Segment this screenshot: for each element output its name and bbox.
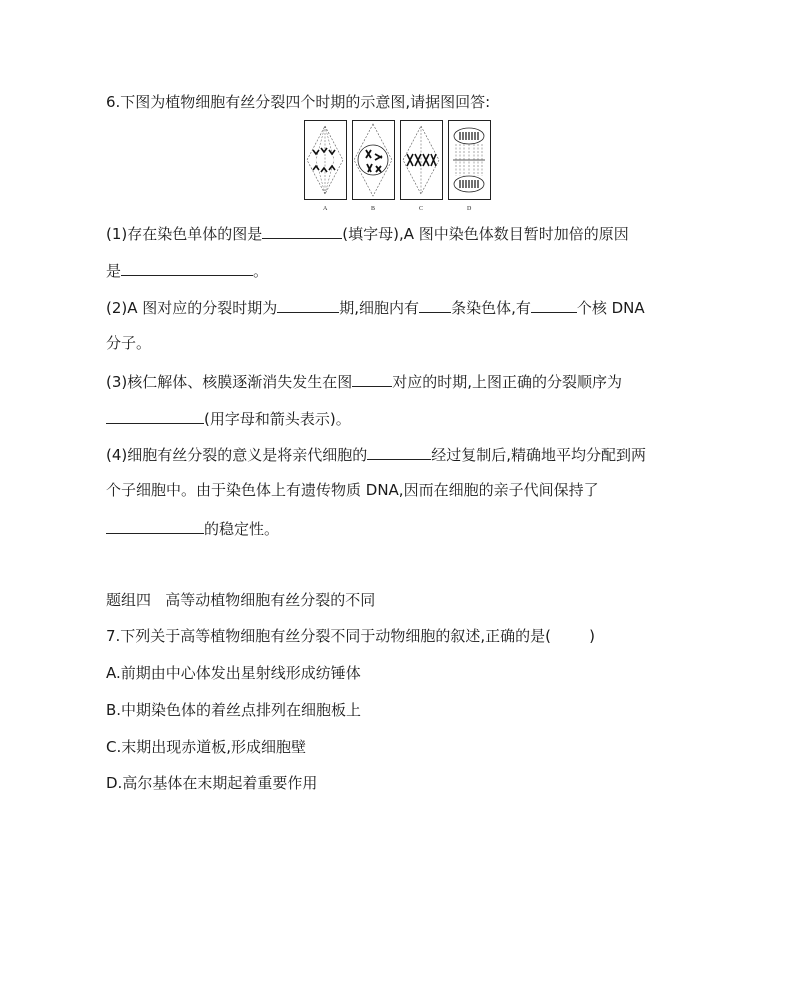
q6-part4-text-d: 的稳定性。 <box>204 520 280 538</box>
q6-part4-line1 <box>106 443 646 465</box>
q7-option-c[interactable]: C.末期出现赤道板,形成细胞壁 <box>106 738 307 756</box>
q7-option-a[interactable]: A.前期由中心体发出星射线形成纺锤体 <box>106 664 361 682</box>
q6-part1-answer-blank-1[interactable] <box>262 222 342 239</box>
q6-part3-figure-blank[interactable] <box>352 370 392 387</box>
q7-option-b[interactable]: B.中期染色体的着丝点排列在细胞板上 <box>106 701 362 719</box>
cell-division-figure <box>304 120 494 216</box>
figure-panel-d <box>449 121 491 200</box>
q6-part3-line2 <box>106 407 351 429</box>
q6-part2-text-c: 条染色体,有 <box>451 299 531 317</box>
q6-part2-chromosome-blank[interactable] <box>419 296 451 313</box>
figure-panel-b <box>353 121 395 200</box>
figure-panel-a <box>305 121 347 200</box>
q6-part1-text: (1)存在染色单体的图是 <box>106 225 263 243</box>
q6-part1-period: 。 <box>253 262 269 280</box>
q6-part4-line3 <box>106 517 279 539</box>
panel-label-b: B <box>371 206 376 212</box>
q6-part1-text-shi: 是 <box>106 262 122 280</box>
panel-label-d: D <box>467 206 472 212</box>
q6-part2-text: (2)A 图对应的分裂时期为 <box>106 299 278 317</box>
q6-part3-order-blank[interactable] <box>106 407 204 424</box>
q6-part1-line2 <box>106 259 268 281</box>
q6-part4-text: (4)细胞有丝分裂的意义是将亲代细胞的 <box>106 446 368 464</box>
panel-label-c: C <box>419 206 424 212</box>
q6-part3-text-b: 对应的时期,上图正确的分裂顺序为 <box>392 373 623 391</box>
group4-title: 题组四 高等动植物细胞有丝分裂的不同 <box>106 591 376 609</box>
q7-option-d[interactable]: D.高尔基体在末期起着重要作用 <box>106 774 318 792</box>
q6-part4-text-b: 经过复制后,精确地平均分配到两 <box>431 446 647 464</box>
q6-part4-stability-blank[interactable] <box>106 517 204 534</box>
panel-label-a: A <box>323 206 328 212</box>
q6-part2-text-d: 个核 DNA <box>576 299 645 317</box>
q6-part4-line2: 个子细胞中。由于染色体上有遗传物质 DNA,因而在细胞的亲子代间保持了 <box>106 481 599 499</box>
q6-part1-answer-blank-2[interactable] <box>121 259 253 276</box>
q6-part2-text-b: 期,细胞内有 <box>339 299 420 317</box>
q6-part1-text-cont: (填字母),A 图中染色体数目暂时加倍的原因 <box>342 225 629 243</box>
q6-part2-line1 <box>106 296 645 318</box>
q6-part3-text: (3)核仁解体、核膜逐渐消失发生在图 <box>106 373 353 391</box>
q7-stem: 7.下列关于高等植物细胞有丝分裂不同于动物细胞的叙述,正确的是( ) <box>106 627 595 645</box>
q6-part3-text-c: (用字母和箭头表示)。 <box>204 410 351 428</box>
q6-part2-dna-blank[interactable] <box>531 296 577 313</box>
q6-part2-line2: 分子。 <box>106 334 152 352</box>
q6-part2-phase-blank[interactable] <box>277 296 339 313</box>
q6-stem: 6.下图为植物细胞有丝分裂四个时期的示意图,请据图回答: <box>106 93 491 111</box>
q6-part4-parent-blank[interactable] <box>367 443 431 460</box>
figure-panel-c <box>401 121 443 200</box>
q6-part1-line1 <box>106 222 629 244</box>
q6-part3-line1 <box>106 370 622 392</box>
